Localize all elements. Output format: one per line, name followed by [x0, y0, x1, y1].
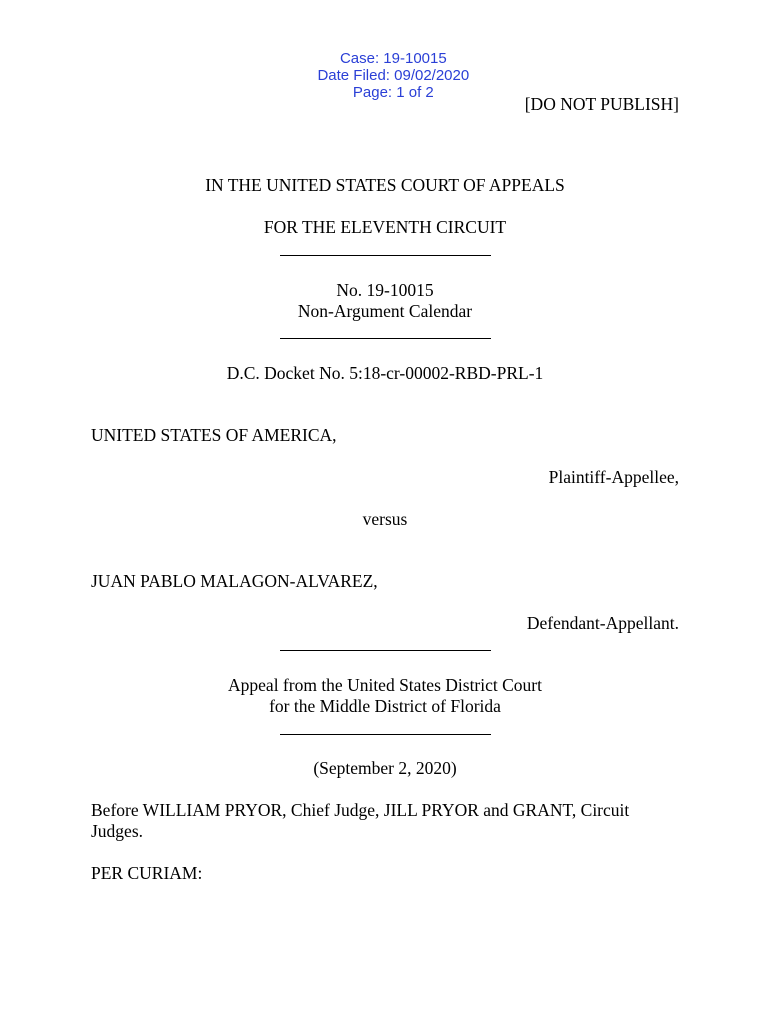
per-curiam-heading: PER CURIAM:: [91, 863, 203, 883]
court-name: IN THE UNITED STATES COURT OF APPEALS: [205, 175, 565, 195]
appeal-origin: Appeal from the United States District Court: [228, 675, 542, 695]
calendar-type: Non-Argument Calendar: [297, 301, 473, 321]
decision-date: (September 2, 2020): [313, 758, 457, 778]
appeal-district: for the Middle District of Florida: [269, 696, 501, 716]
separator-rule: [280, 338, 491, 339]
page-number-header: Page: 1 of 2: [352, 84, 434, 101]
docket-number: D.C. Docket No. 5:18-cr-00002-RBD-PRL-1: [226, 363, 544, 383]
case-number: No. 19-10015: [336, 280, 434, 300]
plaintiff-role: Plaintiff-Appellee,: [548, 467, 679, 487]
defendant-role: Defendant-Appellant.: [526, 613, 679, 633]
separator-rule: [280, 650, 491, 651]
separator-rule: [280, 734, 491, 735]
separator-rule: [280, 255, 491, 256]
panel-judges: Before WILLIAM PRYOR, Chief Judge, JILL PRYOR and GRANT, Circuit: [91, 800, 630, 820]
plaintiff-name: UNITED STATES OF AMERICA,: [91, 425, 337, 445]
panel-judges-continued: Judges.: [91, 821, 144, 841]
publish-note: [DO NOT PUBLISH]: [524, 94, 679, 114]
defendant-name: JUAN PABLO MALAGON-ALVAREZ,: [91, 571, 378, 591]
circuit-name: FOR THE ELEVENTH CIRCUIT: [263, 217, 507, 237]
date-filed-header: Date Filed: 09/02/2020: [317, 67, 470, 84]
case-number-header: Case: 19-10015: [339, 50, 447, 67]
versus-label: versus: [362, 509, 408, 529]
